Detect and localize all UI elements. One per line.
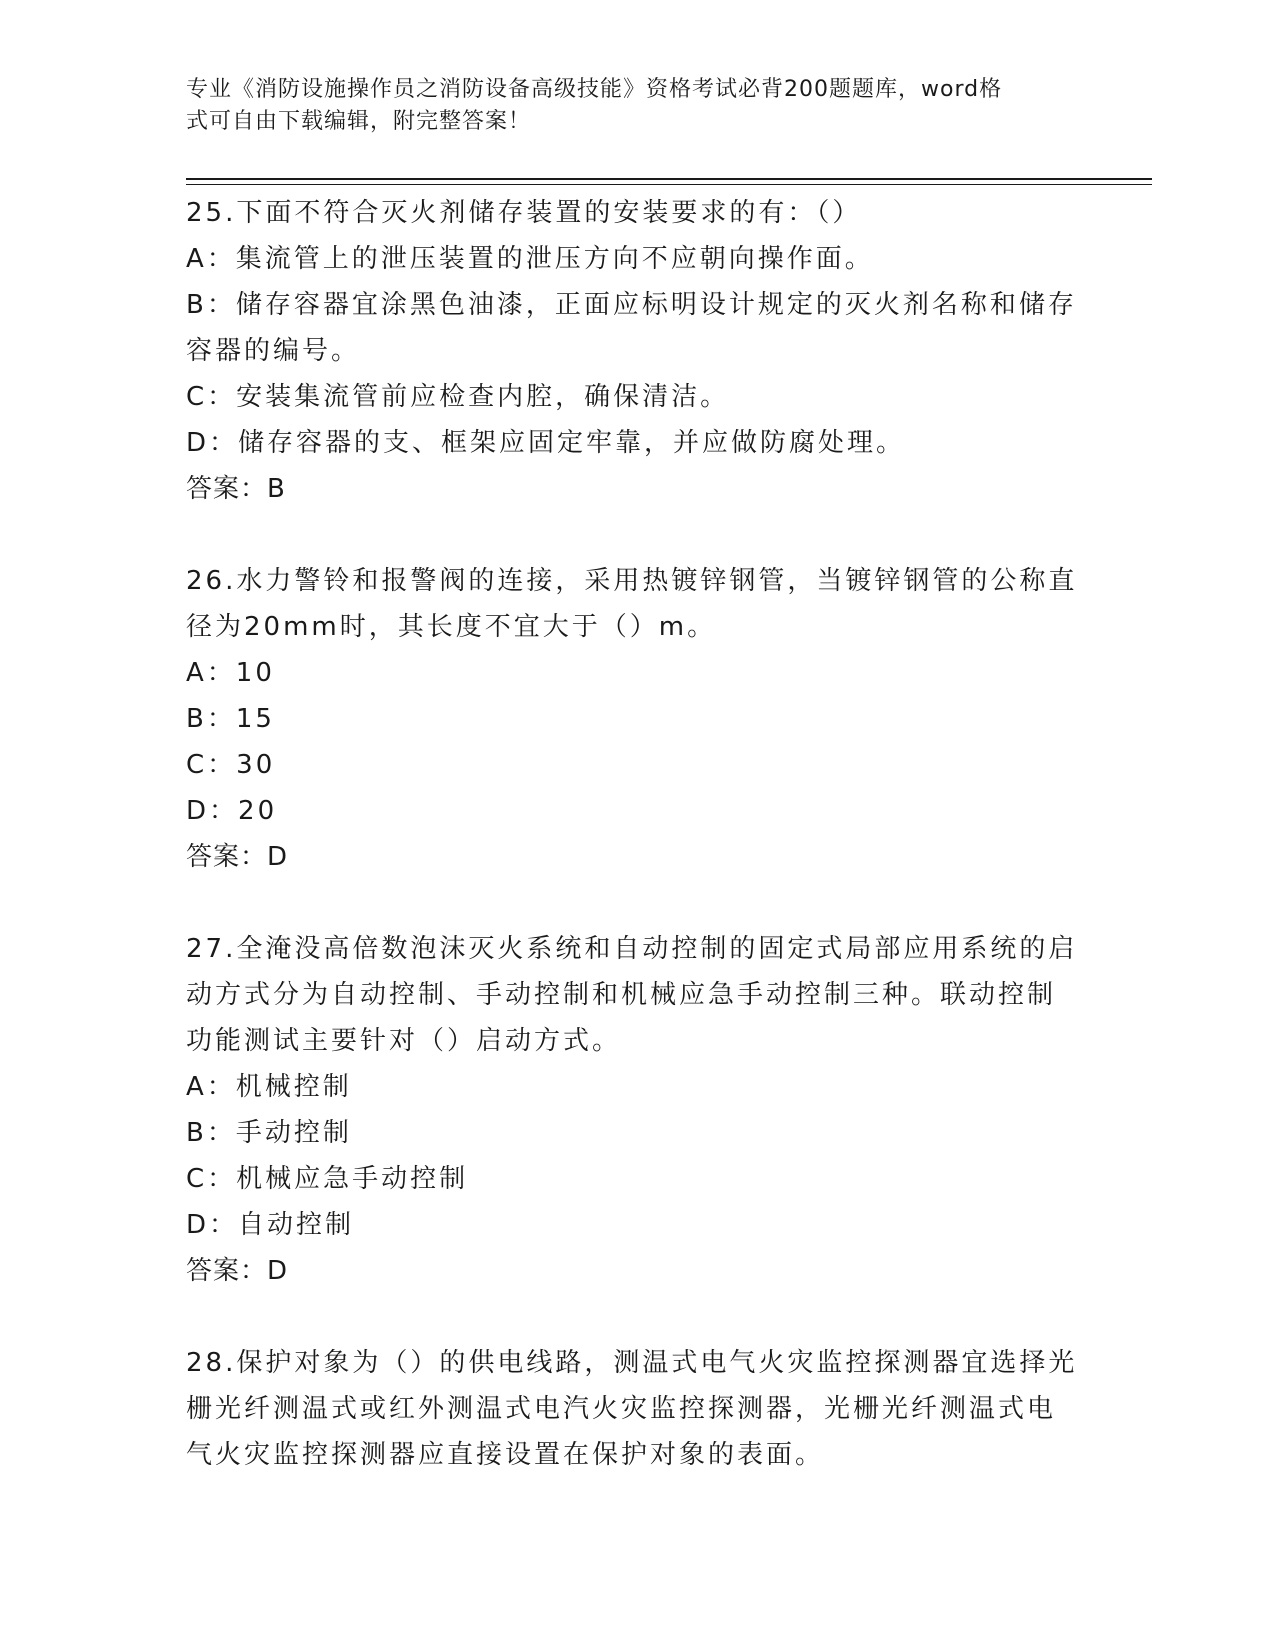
question-option: C：安装集流管前应检查内腔，确保清洁。 [186,382,730,412]
question-stem-line: 26.水力警铃和报警阀的连接，采用热镀锌钢管，当镀锌钢管的公称直 [186,566,1078,596]
question-option: B：15 [186,704,275,734]
question-answer: 答案：D [186,842,289,872]
question-option: A：10 [186,658,275,688]
question-option: D：储存容器的支、框架应固定牢靠，并应做防腐处理。 [186,428,906,458]
question-answer: 答案：D [186,1256,289,1286]
question-stem-line: 栅光纤测温式或红外测温式电汽火灾监控探测器，光栅光纤测温式电 [186,1394,1057,1424]
question-stem-line: 气火灾监控探测器应直接设置在保护对象的表面。 [186,1440,825,1470]
question-stem-line: 28.保护对象为（）的供电线路，测温式电气火灾监控探测器宜选择光 [186,1348,1078,1378]
question-block [186,190,1086,512]
question-option: D：自动控制 [186,1210,355,1240]
question-option: C：机械应急手动控制 [186,1164,469,1194]
question-option: 容器的编号。 [186,336,361,366]
question-option: A：集流管上的泄压装置的泄压方向不应朝向操作面。 [186,244,874,274]
question-option: C：30 [186,750,276,780]
question-stem-line: 25.下面不符合灭火剂储存装置的安装要求的有：（） [186,198,862,228]
document-header [186,74,1066,138]
question-stem-line: 功能测试主要针对（）启动方式。 [186,1026,622,1056]
question-option: B：储存容器宜涂黑色油漆，正面应标明设计规定的灭火剂名称和储存 [186,290,1077,320]
question-option: B：手动控制 [186,1118,352,1148]
question-list [186,190,1086,1524]
header-line-2: 式可自由下载编辑，附完整答案！ [186,109,532,134]
question-option: A：机械控制 [186,1072,352,1102]
question-block [186,1340,1086,1478]
header-divider-thick [186,178,1152,180]
header-divider-thin [186,184,1152,185]
question-stem-line: 动方式分为自动控制、手动控制和机械应急手动控制三种。联动控制 [186,980,1057,1010]
header-line-1: 专业《消防设施操作员之消防设备高级技能》资格考试必背200题题库，word格 [186,77,1003,102]
question-block [186,926,1086,1294]
question-option: D：20 [186,796,278,826]
question-block [186,558,1086,880]
question-stem-line: 27.全淹没高倍数泡沫灭火系统和自动控制的固定式局部应用系统的启 [186,934,1078,964]
question-answer: 答案：B [186,474,286,504]
question-stem-line: 径为20mm时，其长度不宜大于（）m。 [186,612,717,642]
